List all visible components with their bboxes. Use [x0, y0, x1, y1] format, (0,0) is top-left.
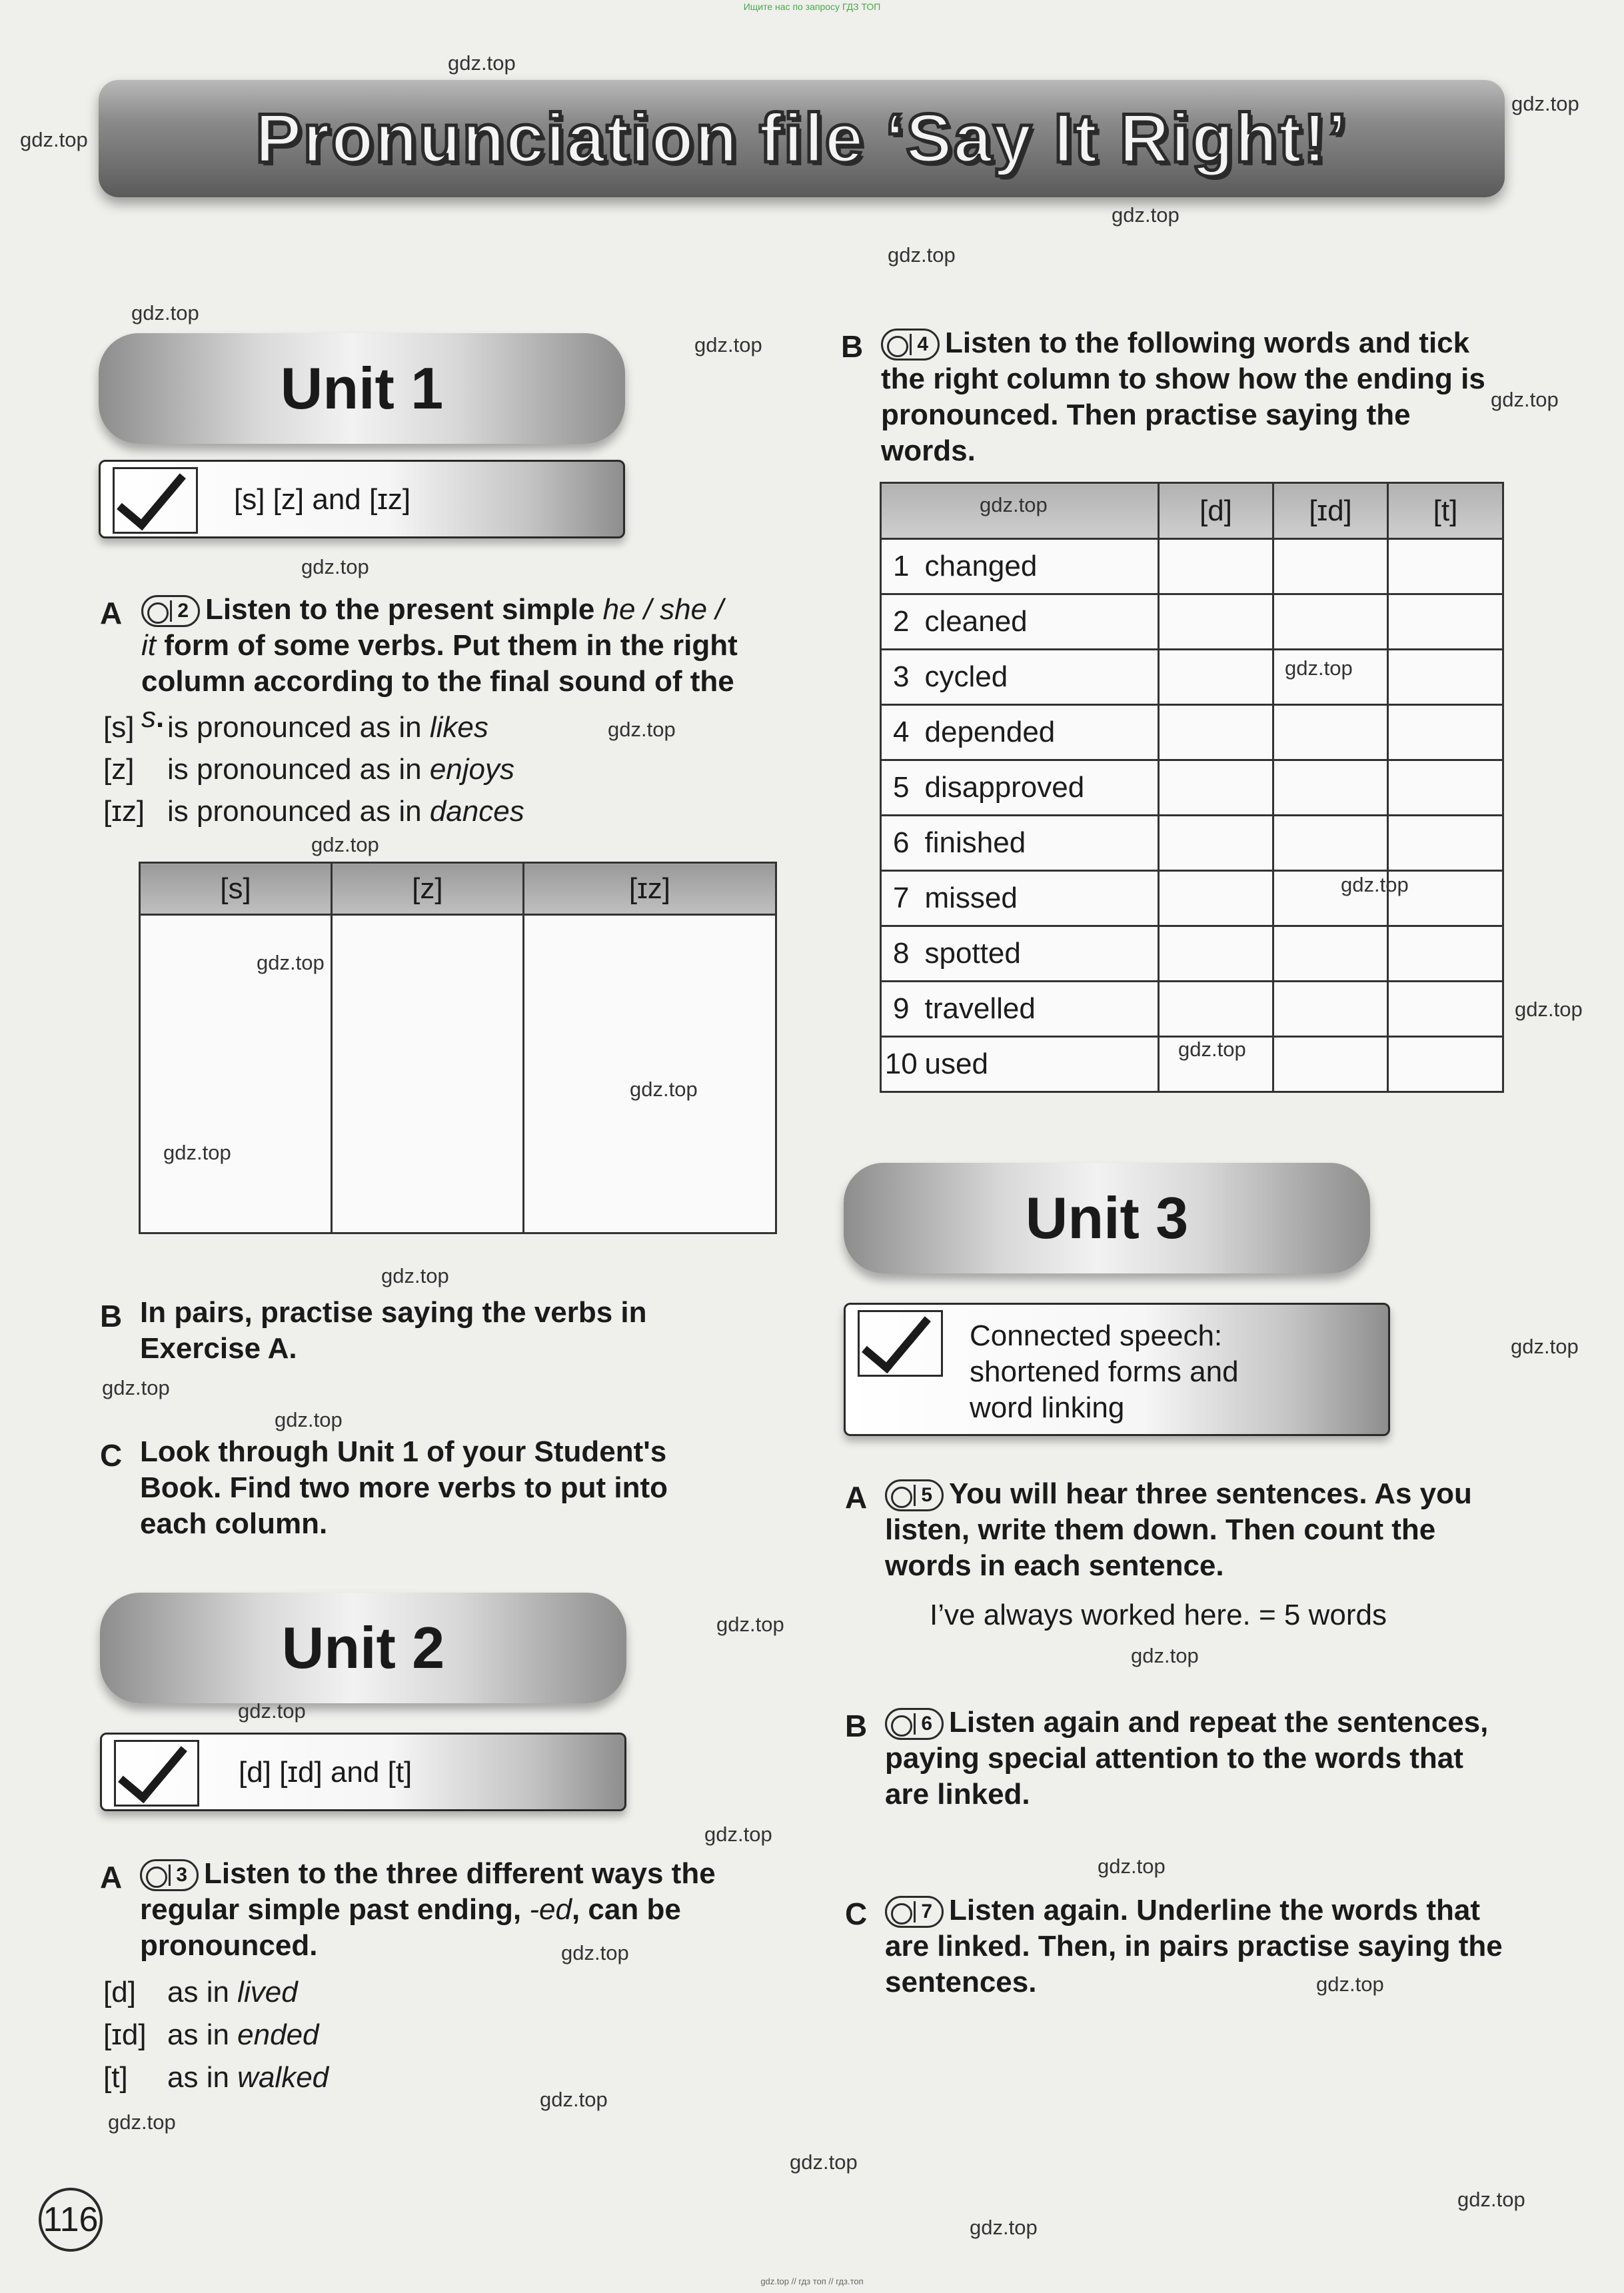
cd-track-icon: 4	[881, 329, 940, 361]
watermark: gdz.top	[131, 301, 199, 325]
watermark: gdz.top	[108, 2110, 176, 2134]
watermark: gdz.top	[448, 51, 516, 75]
unit2-subhead	[100, 1733, 626, 1811]
watermark: gdz.top	[1178, 1038, 1246, 1061]
watermark: gdz.top	[694, 333, 762, 357]
unit2-b-instruction: 4 Listen to the following words and tick the right column to show how the ending is pronounced. Then practise saying the words.	[881, 327, 1485, 467]
page-banner	[99, 80, 1505, 197]
tick-cell[interactable]	[1159, 871, 1273, 926]
tick-cell[interactable]	[1388, 1037, 1503, 1092]
tick-cell[interactable]	[1273, 816, 1388, 871]
table-header: [ɪd]	[1273, 483, 1388, 539]
bottom-notice: gdz.top // гдз топ // гдз.топ	[760, 2276, 864, 2286]
unit3-a-instruction: 5 You will hear three sentences. As you listen, write them down. Then count the words in each sentence.	[885, 1477, 1472, 1582]
tick-icon	[114, 1740, 199, 1807]
unit1-subhead	[99, 460, 625, 538]
table-header: [z]	[331, 863, 523, 915]
watermark: gdz.top	[561, 1941, 629, 1964]
banner-title: Pronunciation file ‘Say It Right!’	[255, 99, 1348, 177]
tick-cell[interactable]	[1159, 760, 1273, 816]
tick-cell[interactable]	[1388, 816, 1503, 871]
unit2-sound-row: [ɪd] as in ended	[103, 2018, 319, 2051]
unit1-c-letter: C	[100, 1438, 123, 1473]
tick-cell[interactable]	[1273, 760, 1388, 816]
tick-cell[interactable]	[1273, 926, 1388, 982]
tick-cell[interactable]	[1159, 926, 1273, 982]
tick-cell[interactable]	[1273, 594, 1388, 650]
watermark: gdz.top	[1457, 2188, 1525, 2211]
table-row: 9 travelled	[881, 982, 1503, 1037]
tick-icon	[113, 467, 198, 534]
watermark: gdz.top	[790, 2150, 858, 2174]
table-row: 6 finished	[881, 816, 1503, 871]
table-header: [s]	[140, 863, 332, 915]
watermark: gdz.top	[1515, 998, 1583, 1021]
watermark: gdz.top	[102, 1376, 170, 1399]
watermark: gdz.top	[1112, 203, 1180, 227]
table-header: [d]	[1159, 483, 1273, 539]
unit3-a-example: I’ve always worked here. = 5 words	[930, 1599, 1387, 1631]
unit3-title-pill	[844, 1163, 1370, 1273]
watermark: gdz.top	[238, 1699, 306, 1723]
tick-cell[interactable]	[1159, 816, 1273, 871]
table-header: [ɪz]	[523, 863, 776, 915]
unit1-a-letter: A	[100, 596, 123, 630]
table-row: 4 depended	[881, 705, 1503, 760]
watermark: gdz.top	[1098, 1855, 1166, 1878]
watermark: gdz.top	[163, 1141, 231, 1164]
table-row: 5 disapproved	[881, 760, 1503, 816]
watermark: gdz.top	[704, 1823, 772, 1846]
unit3-b-instruction: 6 Listen again and repeat the sentences, paying special attention to the words that are linked.	[885, 1706, 1489, 1811]
cd-track-icon: 2	[141, 595, 200, 627]
tick-cell[interactable]	[1388, 760, 1503, 816]
unit1-subhead-label: [s] [z] and [ɪz]	[234, 483, 411, 516]
watermark: gdz.top	[1131, 1644, 1199, 1667]
unit3-title: Unit 3	[1025, 1185, 1189, 1251]
unit2-title: Unit 2	[281, 1615, 445, 1681]
watermark: gdz.top	[1341, 873, 1409, 896]
tick-cell[interactable]	[1273, 982, 1388, 1037]
watermark: gdz.top	[540, 2088, 608, 2111]
tick-cell[interactable]	[1388, 650, 1503, 705]
tick-cell[interactable]	[1388, 982, 1503, 1037]
unit2-sound-row: [d] as in lived	[103, 1976, 298, 2008]
unit1-sound-row: [ɪz] is pronounced as in dances	[103, 795, 524, 828]
watermark: gdz.top	[1491, 388, 1559, 411]
table-row: 1 changed	[881, 539, 1503, 594]
tick-cell[interactable]	[1388, 705, 1503, 760]
unit1-b-letter: B	[100, 1299, 123, 1333]
table-row: 10 used	[881, 1037, 1503, 1092]
tick-cell[interactable]	[1273, 539, 1388, 594]
unit1-sound-row: [s] is pronounced as in likes	[103, 711, 488, 744]
watermark: gdz.top	[257, 951, 325, 974]
watermark: gdz.top	[20, 128, 88, 151]
table-row: 7 missed	[881, 871, 1503, 926]
watermark: gdz.top	[1511, 1335, 1579, 1358]
tick-cell[interactable]	[1388, 926, 1503, 982]
unit2-a-letter: A	[100, 1860, 123, 1895]
tick-cell[interactable]	[1159, 982, 1273, 1037]
cd-track-icon: 6	[885, 1708, 944, 1740]
unit2-sound-row: [t] as in walked	[103, 2061, 329, 2094]
table-row: 8 spotted	[881, 926, 1503, 982]
watermark: gdz.top	[716, 1613, 784, 1636]
cd-track-icon: 3	[140, 1859, 199, 1891]
unit1-c-instruction: Look through Unit 1 of your Student's Book. Find two more verbs to put into each column.	[140, 1435, 668, 1540]
unit2-subhead-label: [d] [ɪd] and [t]	[239, 1756, 412, 1789]
watermark: gdz.top	[311, 833, 379, 856]
watermark: gdz.top	[1511, 92, 1579, 115]
tick-cell[interactable]	[1388, 539, 1503, 594]
unit2-a-instruction: 3 Listen to the three different ways the regular simple past ending, -ed, can be pronounced.	[140, 1857, 716, 1962]
watermark: gdz.top	[630, 1078, 698, 1101]
tick-cell[interactable]	[1273, 705, 1388, 760]
unit3-subhead-label: Connected speech: shortened forms and word linking	[970, 1319, 1239, 1424]
tick-cell[interactable]	[1159, 539, 1273, 594]
cd-track-icon: 7	[885, 1896, 944, 1928]
unit3-a-letter: A	[845, 1480, 868, 1515]
unit1-a-instruction: 2 Listen to the present simple he / she / it form of some verbs. Put them in the right column according to the final sound of the s.	[141, 593, 738, 734]
tick-cell[interactable]	[1159, 705, 1273, 760]
tick-cell[interactable]	[1159, 594, 1273, 650]
watermark: gdz.top	[381, 1264, 449, 1287]
unit1-b-instruction: In pairs, practise saying the verbs in Exercise A.	[140, 1296, 647, 1365]
tick-cell[interactable]	[1388, 594, 1503, 650]
unit3-c-instruction: 7 Listen again. Underline the words that are linked. Then, in pairs practise saying the sentences.	[885, 1894, 1503, 1998]
watermark: gdz.top	[888, 243, 956, 267]
watermark: gdz.top	[980, 493, 1048, 516]
table-row: 2 cleaned	[881, 594, 1503, 650]
watermark: gdz.top	[275, 1408, 343, 1431]
table-row: 3 cycled	[881, 650, 1503, 705]
table-header: [t]	[1388, 483, 1503, 539]
watermark: gdz.top	[1316, 1972, 1384, 1996]
unit3-c-letter: C	[845, 1897, 868, 1931]
tick-icon	[858, 1310, 943, 1377]
tick-cell[interactable]	[1159, 650, 1273, 705]
unit1-sound-table	[139, 862, 777, 1234]
watermark: gdz.top	[301, 555, 369, 578]
unit1-title: Unit 1	[280, 355, 444, 421]
answer-cell[interactable]	[331, 915, 523, 1233]
watermark: gdz.top	[970, 2216, 1038, 2239]
tick-cell[interactable]	[1273, 1037, 1388, 1092]
unit2-title-pill	[100, 1593, 626, 1703]
unit1-sound-row: [z] is pronounced as in enjoys	[103, 753, 514, 786]
answer-cell[interactable]	[523, 915, 776, 1233]
unit2-b-letter: B	[841, 329, 864, 364]
unit2-word-table	[880, 482, 1504, 1093]
watermark: gdz.top	[1285, 656, 1353, 680]
cd-track-icon: 5	[885, 1479, 944, 1511]
top-notice: Ищите нас по запросу ГДЗ ТОП	[743, 1, 881, 12]
watermark: gdz.top	[608, 718, 676, 741]
page-number: 116	[39, 2188, 103, 2252]
unit3-b-letter: B	[845, 1709, 868, 1743]
unit1-title-pill	[99, 333, 625, 444]
unit3-subhead	[844, 1303, 1390, 1436]
